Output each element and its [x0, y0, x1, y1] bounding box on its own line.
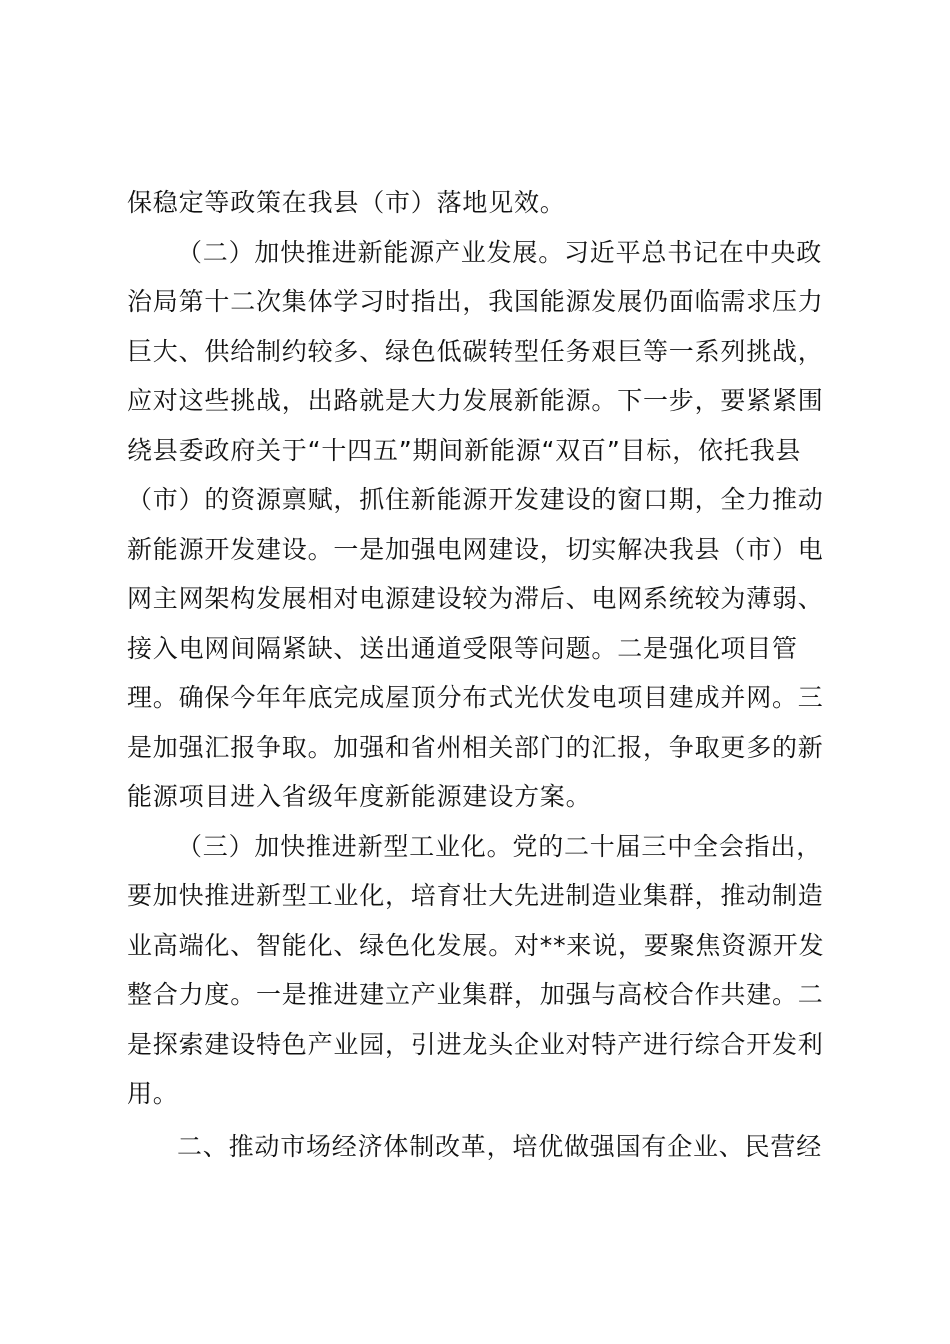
- section-heading-market-reform: 二、推动市场经济体制改革，培优做强国有企业、民营经: [177, 1131, 823, 1161]
- paragraph-industrialization: （三）加快推进新型工业化。党的二十届三中全会指出，要加快推进新型工业化，培育壮大先进制造业集群，推动制造业高端化、智能化、绿色化发展。对**来说，要聚焦资源开发整合力度。一是推进建立产业集群，加强与高校合作共建。二是探索建设特色产业园，引进龙头企业对特产进行综合开发利用。: [127, 831, 825, 1108]
- paragraph-continuation: 保稳定等政策在我县（市）落地见效。: [127, 188, 566, 217]
- document-body: [127, 178, 837, 1171]
- paragraph-new-energy: （二）加快推进新能源产业发展。习近平总书记在中央政治局第十二次集体学习时指出，我国能源发展仍面临需求压力巨大、供给制约较多、绿色低碳转型任务艰巨等一系列挑战，应对这些挑战，出路就是大力发展新能源。下一步，要紧紧围绕县委政府关于“十四五”期间新能源“双百”目标，依托我县（市）的资源禀赋，抓住新能源开发建设的窗口期，全力推动新能源开发建设。一是加强电网建设，切实解决我县（市）电网主网架构发展相对电源建设较为滞后、电网系统较为薄弱、接入电网间隔紧缺、送出通道受限等问题。二是强化项目管理。确保今年年底完成屋顶分布式光伏发电项目建成并网。三是加强汇报争取。加强和省州相关部门的汇报，争取更多的新能源项目进入省级年度新能源建设方案。: [127, 237, 824, 811]
